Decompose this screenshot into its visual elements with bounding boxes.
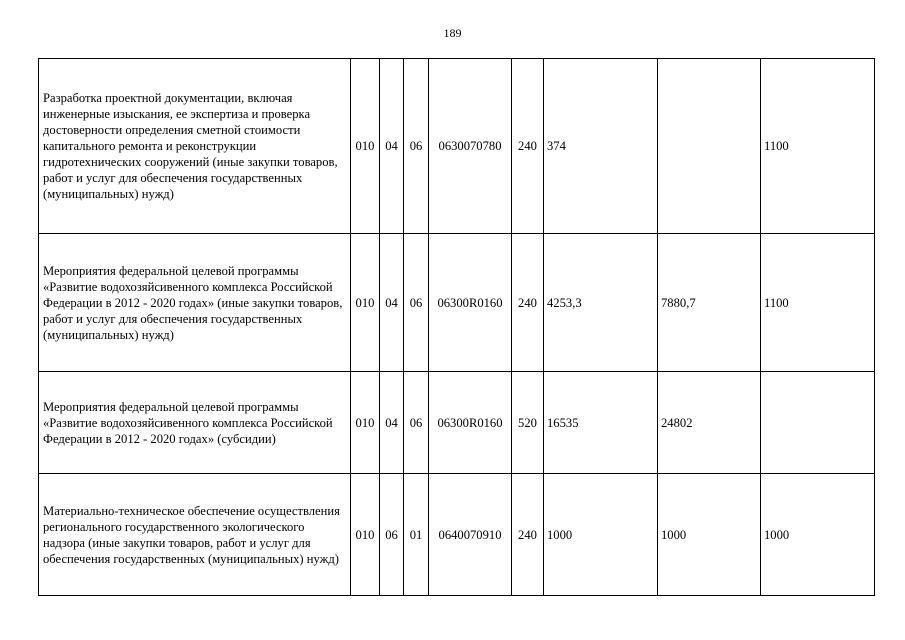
row-description: Мероприятия федеральной целевой программы «Развитие водохозяйсивенного комплекса Российской Федерации в 2012 - 2020 годах» (субсидии): [39, 372, 351, 474]
target-article-code: 0630070780: [429, 59, 512, 234]
table-row: [39, 474, 875, 596]
sub-code: 06: [404, 234, 429, 372]
sub-code: 06: [404, 372, 429, 474]
amount-year-3: 1100: [761, 59, 875, 234]
amount-year-2: 1000: [658, 474, 761, 596]
section-code: 010: [351, 234, 380, 372]
sub-code: 01: [404, 474, 429, 596]
amount-year-3: 1000: [761, 474, 875, 596]
row-description: Материально-техническое обеспечение осуществления регионального государственного экологического надзора (иные закупки товаров, работ и услуг для обеспечения государственных (муниципальных) нужд): [39, 474, 351, 596]
page-number: 189: [443, 26, 462, 40]
amount-year-2: 24802: [658, 372, 761, 474]
expense-type-code: 240: [512, 234, 544, 372]
amount-year-2: [658, 59, 761, 234]
amount-year-1: 374: [544, 59, 658, 234]
amount-year-3: 1100: [761, 234, 875, 372]
target-article-code: 06300R0160: [429, 234, 512, 372]
section-code: 010: [351, 474, 380, 596]
expense-type-code: 520: [512, 372, 544, 474]
amount-year-1: 16535: [544, 372, 658, 474]
section-code: 010: [351, 59, 380, 234]
amount-year-2: 7880,7: [658, 234, 761, 372]
table-row: [39, 372, 875, 474]
row-description: Разработка проектной документации, включая инженерные изыскания, ее экспертиза и проверка достоверности определения сметной стоимости капитального ремонта и реконструкции гидротехнических сооружений (иные закупки товаров, работ и услуг для обеспечения государственных (муниципальных) нужд): [39, 59, 351, 234]
expense-type-code: 240: [512, 474, 544, 596]
target-article-code: 0640070910: [429, 474, 512, 596]
row-description: Мероприятия федеральной целевой программы «Развитие водохозяйсивенного комплекса Российской Федерации в 2012 - 2020 годах» (иные закупки товаров, работ и услуг для обеспечения государственных (муниципальных) нужд): [39, 234, 351, 372]
table-row: [39, 59, 875, 234]
table-row: [39, 234, 875, 372]
subsection-code: 04: [380, 59, 404, 234]
expense-type-code: 240: [512, 59, 544, 234]
subsection-code: 06: [380, 474, 404, 596]
budget-table: [38, 58, 875, 596]
amount-year-1: 1000: [544, 474, 658, 596]
amount-year-3: [761, 372, 875, 474]
sub-code: 06: [404, 59, 429, 234]
section-code: 010: [351, 372, 380, 474]
target-article-code: 06300R0160: [429, 372, 512, 474]
subsection-code: 04: [380, 372, 404, 474]
subsection-code: 04: [380, 234, 404, 372]
amount-year-1: 4253,3: [544, 234, 658, 372]
